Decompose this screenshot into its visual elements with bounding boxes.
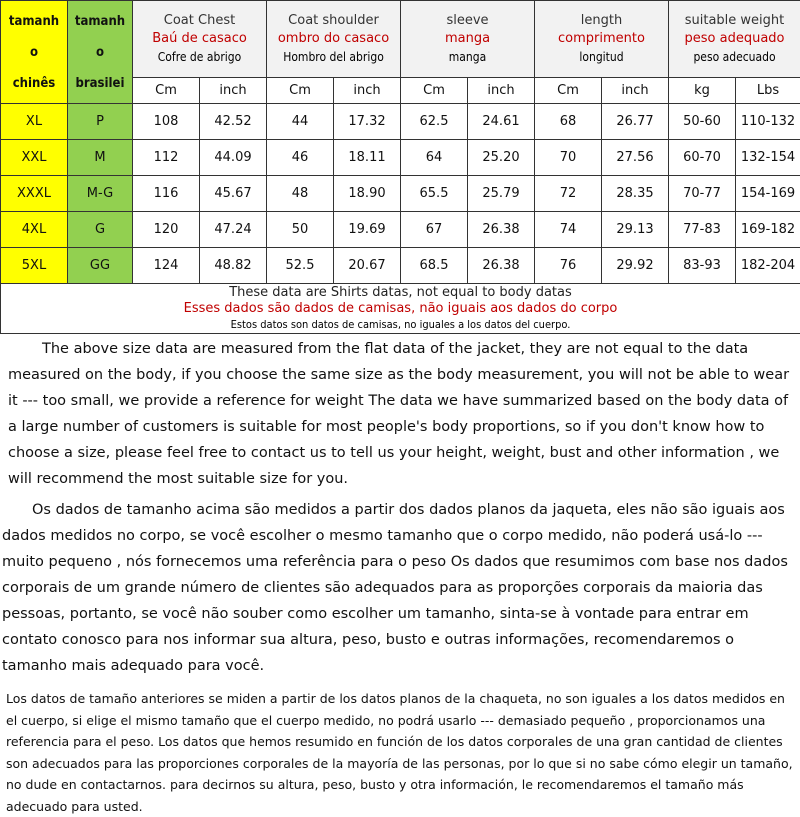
value-cell: 19.69 [334,212,401,248]
value-cell: 29.13 [602,212,669,248]
header-size-brazilian: tamanh o brasilei [68,1,133,104]
value-cell: 182-204 [736,248,800,284]
unit-cell: inch [602,78,669,104]
value-cell: 124 [133,248,200,284]
value-cell: 62.5 [401,104,468,140]
value-cell: 83-93 [669,248,736,284]
unit-cell: Cm [267,78,334,104]
unit-cell: Cm [401,78,468,104]
value-cell: 116 [133,176,200,212]
unit-cell: Cm [133,78,200,104]
value-cell: 17.32 [334,104,401,140]
value-cell: 50 [267,212,334,248]
value-cell: 169-182 [736,212,800,248]
unit-cell: Cm [535,78,602,104]
size-cn-cell: XL [1,104,68,140]
paragraph-portuguese-text: Os dados de tamanho acima são medidos a partir dos dados planos da jaqueta, eles não são iguais aos dados medidos no corpo, se você escolher o mesmo tamanho que o corpo medido, não poderá usá-lo --- muito pequeno , nós fornecemos uma referência para o peso Os dados que resumimos com base nos dados corporais de um grande número de clientes são adequados para as proporções corporais da maioria das pessoas, portanto, se você não souber como escolher um tamanho, sinta-se à vontade para entrar em contato conosco para nos informar sua altura, peso, busto e outras informações, recomendaremos o tamanho mais adequado para você. [2,502,788,674]
unit-cell: inch [334,78,401,104]
value-cell: 65.5 [401,176,468,212]
value-cell: 27.56 [602,140,669,176]
note-english: These data are Shirts datas, not equal to body datas [1,285,800,301]
size-cn-cell: 4XL [1,212,68,248]
value-cell: 48 [267,176,334,212]
header-size-chinese: tamanh o chinês [1,1,68,104]
paragraph-english [8,336,798,492]
value-cell: 29.92 [602,248,669,284]
table-row [1,104,800,140]
value-cell: 64 [401,140,468,176]
value-cell: 18.90 [334,176,401,212]
value-cell: 26.38 [468,212,535,248]
value-cell: 120 [133,212,200,248]
value-cell: 60-70 [669,140,736,176]
value-cell: 44 [267,104,334,140]
size-cn-cell: 5XL [1,248,68,284]
size-br-cell: M [68,140,133,176]
size-br-cell: M-G [68,176,133,212]
value-cell: 24.61 [468,104,535,140]
table-row [1,212,800,248]
value-cell: 28.35 [602,176,669,212]
table-row [1,176,800,212]
unit-cell: kg [669,78,736,104]
value-cell: 68 [535,104,602,140]
unit-cell: inch [200,78,267,104]
value-cell: 68.5 [401,248,468,284]
value-cell: 47.24 [200,212,267,248]
value-cell: 42.52 [200,104,267,140]
value-cell: 26.38 [468,248,535,284]
header-length: length comprimento longitud [535,1,669,78]
value-cell: 67 [401,212,468,248]
size-cn-cell: XXXL [1,176,68,212]
paragraph-spanish: Los datos de tamaño anteriores se miden a partir de los datos planos de la chaqueta, no son iguales a los datos medidos en el cuerpo, si elige el mismo tamaño que el cuerpo medido, no podrá usarlo --- demasiado pequeño , proporcionamos una referencia para el peso. Los datos que hemos resumido en función de los datos corporales de una gran cantidad de clientes son adecuados para las proporciones corporales de la mayoría de las personas, por lo que si no sabe cómo elegir un tamaño, no dude en contactarnos. para decirnos su altura, peso, busto y otra información, le recomendaremos el tamaño más adecuado para usted. [6,688,798,817]
header-coat-shoulder: Coat shoulder ombro do casaco Hombro del abrigo [267,1,401,78]
size-br-cell: G [68,212,133,248]
header-suitable-weight: suitable weight peso adequado peso adecuado [669,1,800,78]
value-cell: 46 [267,140,334,176]
table-row [1,140,800,176]
value-cell: 110-132 [736,104,800,140]
value-cell: 48.82 [200,248,267,284]
value-cell: 108 [133,104,200,140]
value-cell: 70 [535,140,602,176]
value-cell: 26.77 [602,104,669,140]
size-cn-cell: XXL [1,140,68,176]
value-cell: 77-83 [669,212,736,248]
size-br-cell: GG [68,248,133,284]
value-cell: 20.67 [334,248,401,284]
value-cell: 154-169 [736,176,800,212]
paragraph-english-text: The above size data are measured from the flat data of the jacket, they are not equal to the data measured on the body, if you choose the same size as the body measurement, you will not be able to wear it --- too small, we provide a reference for weight The data we have summarized based on the body data of a large number of customers is suitable for most people's body proportions, so if you don't know how to choose a size, please feel free to contact us to tell us your height, weight, bust and other information , we will recommend the most suitable size for you. [8,341,789,487]
unit-cell: Lbs [736,78,800,104]
value-cell: 132-154 [736,140,800,176]
size-chart-table [0,0,800,334]
unit-cell: inch [468,78,535,104]
value-cell: 112 [133,140,200,176]
note-portuguese: Esses dados são dados de camisas, não iguais aos dados do corpo [1,301,800,317]
note-spanish: Estos datos son datos de camisas, no iguales a los datos del cuerpo. [1,317,800,333]
value-cell: 52.5 [267,248,334,284]
value-cell: 72 [535,176,602,212]
value-cell: 50-60 [669,104,736,140]
value-cell: 70-77 [669,176,736,212]
paragraph-portuguese [2,497,798,679]
header-sleeve: sleeve manga manga [401,1,535,78]
value-cell: 74 [535,212,602,248]
value-cell: 18.11 [334,140,401,176]
size-br-cell: P [68,104,133,140]
header-coat-chest: Coat Chest Baú de casaco Cofre de abrigo [133,1,267,78]
value-cell: 76 [535,248,602,284]
table-note [1,284,800,334]
value-cell: 25.79 [468,176,535,212]
table-row [1,248,800,284]
value-cell: 44.09 [200,140,267,176]
value-cell: 25.20 [468,140,535,176]
value-cell: 45.67 [200,176,267,212]
